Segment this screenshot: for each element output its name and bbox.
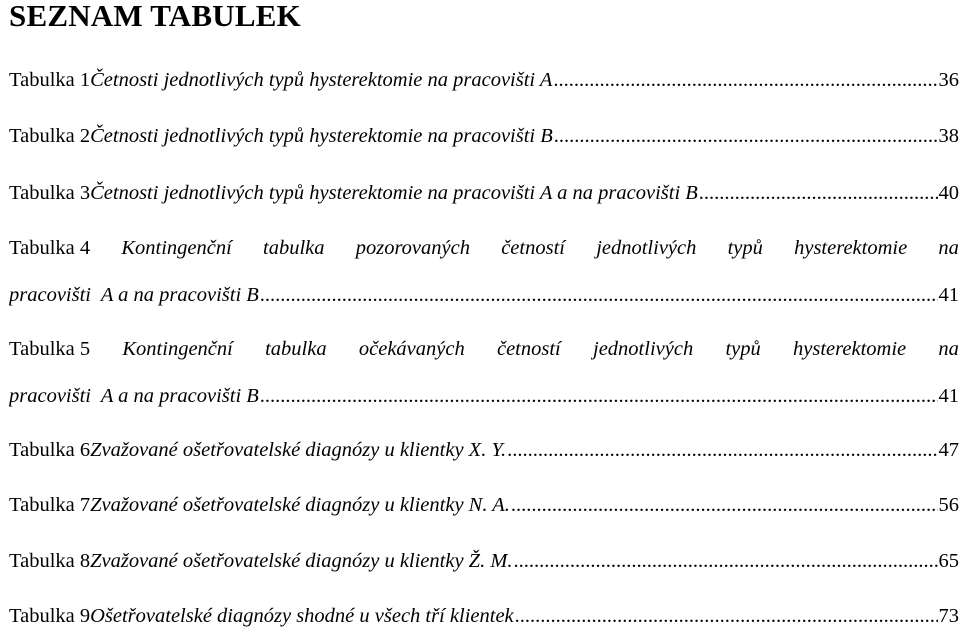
dot-leader — [514, 548, 938, 574]
dot-leader — [507, 437, 937, 463]
entry-title-word: tabulka — [263, 237, 325, 259]
toc-entry-table-6[interactable] — [9, 437, 959, 492]
entry-title-word: očekávaných — [358, 338, 465, 360]
entry-page-number: 38 — [938, 125, 959, 147]
entry-title: Četnosti jednotlivých typů hysterektomie na pracovišti A a na pracovišti B — [90, 182, 698, 204]
entry-title-continuation: pracovišti A a na pracovišti B — [9, 284, 259, 306]
dot-leader — [553, 67, 937, 93]
entry-page-number: 47 — [938, 439, 959, 461]
toc-entry-table-5[interactable] — [9, 336, 959, 438]
entry-title-word: tabulka — [265, 338, 327, 360]
page-title: SEZNAM TABULEK — [9, 0, 301, 33]
entry-title-word: hysterektomie — [794, 237, 908, 259]
dot-leader — [554, 123, 938, 149]
dot-leader — [260, 383, 938, 409]
entry-title-word: jednotlivých — [593, 338, 694, 360]
entry-title-word: jednotlivých — [596, 237, 697, 259]
entry-label: Tabulka 3 — [9, 182, 91, 204]
entry-title-word: Kontingenční — [121, 237, 232, 259]
entry-title: Ošetřovatelské diagnózy shodné u všech tří klientek — [90, 605, 514, 627]
entry-title: Četnosti jednotlivých typů hysterektomie na pracovišti A — [90, 69, 553, 91]
dot-leader — [260, 282, 938, 308]
entry-label: Tabulka 7 — [9, 494, 91, 516]
entry-title-continuation: pracovišti A a na pracovišti B — [9, 385, 259, 407]
entry-label: Tabulka 9 — [9, 605, 91, 627]
toc-entry-table-7[interactable] — [9, 492, 959, 547]
entry-title: Četnosti jednotlivých typů hysterektomie na pracovišti B — [90, 125, 553, 147]
entry-page-number: 41 — [938, 284, 959, 306]
toc-entry-table-2[interactable] — [9, 123, 959, 178]
entry-page-number: 65 — [938, 550, 959, 572]
toc-entry-table-1[interactable] — [9, 67, 959, 122]
entry-label: Tabulka 2 — [9, 125, 91, 147]
entry-label: Tabulka 4 — [9, 237, 91, 259]
entry-label: Tabulka 1 — [9, 69, 91, 91]
entry-page-number: 56 — [938, 494, 959, 516]
entry-title-word: četností — [496, 338, 561, 360]
entry-label: Tabulka 5 — [9, 338, 91, 360]
entry-title-word: Kontingenční — [122, 338, 233, 360]
toc-entry-table-3[interactable] — [9, 180, 959, 235]
toc-entry-table-4[interactable] — [9, 235, 959, 337]
entry-page-number: 41 — [938, 385, 959, 407]
entry-title-word: typů — [727, 237, 763, 259]
dot-leader — [515, 603, 938, 629]
entry-title: Zvažované ošetřovatelské diagnózy u klientky N. A. — [90, 494, 510, 516]
entry-page-number: 40 — [938, 182, 959, 204]
toc-entry-table-9[interactable] — [9, 603, 959, 633]
entry-title-word: na — [938, 237, 959, 259]
entry-label: Tabulka 8 — [9, 550, 91, 572]
entry-label: Tabulka 6 — [9, 439, 91, 461]
entry-title-word: na — [938, 338, 959, 360]
entry-title-word: typů — [725, 338, 761, 360]
entry-page-number: 73 — [938, 605, 959, 627]
entry-title-word: četností — [501, 237, 565, 259]
entry-title: Zvažované ošetřovatelské diagnózy u klientky Ž. M. — [90, 550, 513, 572]
entry-title-word: hysterektomie — [793, 338, 907, 360]
entry-title: Zvažované ošetřovatelské diagnózy u klientky X. Y. — [90, 439, 507, 461]
dot-leader — [511, 492, 938, 518]
dot-leader — [699, 180, 938, 206]
entry-title-word: pozorovaných — [355, 237, 470, 259]
toc-entry-table-8[interactable] — [9, 548, 959, 603]
entry-page-number: 36 — [938, 69, 959, 91]
